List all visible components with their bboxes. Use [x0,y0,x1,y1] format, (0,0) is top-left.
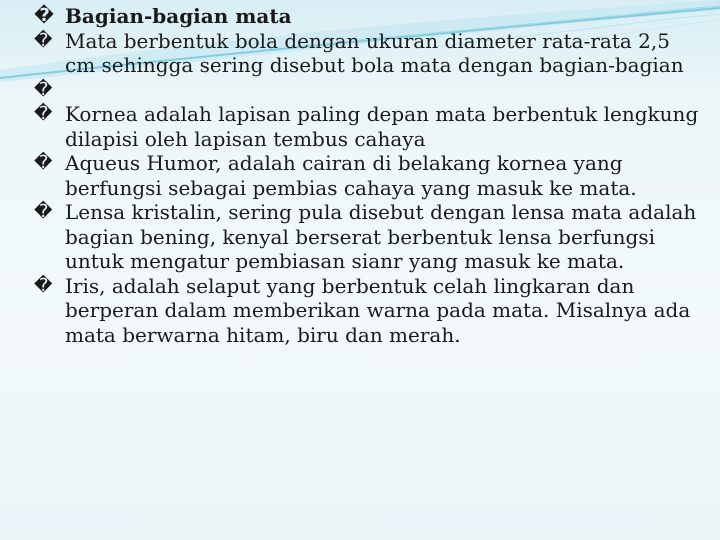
paragraph-text: Aqueus Humor, adalah cairan di belakang kornea yang berfungsi sebagai pembias cahaya yang masuk ke mata. [65,151,637,200]
bullet-icon: � [34,152,53,173]
paragraph-empty [34,78,702,103]
paragraph-text: Lensa kristalin, sering pula disebut dengan lensa mata adalah bagian bening, kenyal berserat berbentuk lensa berfungsi untuk mengatur pembiasan sianr yang masuk ke mata. [65,200,697,273]
bullet-icon: � [34,201,53,222]
paragraph-aqueus [34,151,702,200]
paragraph-kornea [34,102,702,151]
slide-title [34,4,702,29]
bullet-icon: � [34,78,53,100]
bullet-icon: � [34,5,55,26]
paragraph-lensa [34,200,702,274]
paragraph-text: Iris, adalah selaput yang berbentuk celah lingkaran dan berperan dalam memberikan warna pada mata. Misalnya ada mata berwarna hitam, biru dan merah. [65,273,691,347]
bullet-icon: � [34,274,53,296]
paragraph-text: Kornea adalah lapisan paling depan mata berbentuk lengkung dilapisi oleh lapisan tembus cahaya [65,102,699,151]
paragraph-text: Mata berbentuk bola dengan ukuran diameter rata-rata 2,5 cm sehingga sering disebut bola mata dengan bagian-bagian [65,28,684,77]
paragraph-iris [34,274,702,348]
paragraph-intro [34,29,702,78]
title-text: Bagian-bagian mata [65,4,292,28]
bullet-icon: � [34,103,53,124]
bullet-icon: � [34,29,53,51]
slide-content [34,4,702,347]
